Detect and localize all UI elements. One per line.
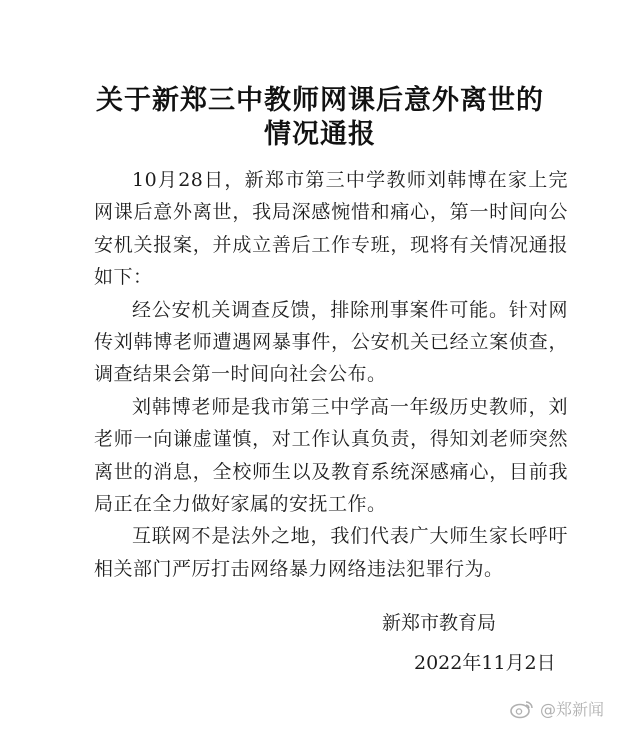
weibo-watermark xyxy=(510,697,604,720)
issue-date: 2022年11月2日 xyxy=(414,652,556,674)
paragraph-intro: 10月28日，新郑市第三中学教师刘韩博在家上完网课后意外离世，我局深感惋惜和痛心，第一时间向公安机关报案，并成立善后工作专班，现将有关情况通报如下： xyxy=(94,169,568,289)
paragraph-teacher-profile: 刘韩博老师是我市第三中学高一年级历史教师，刘老师一向谦虚谨慎，对工作认真负责，得知刘老师突然离世的消息，全校师生以及教育系统深感痛心，目前我局正在全力做好家属的安抚工作。 xyxy=(94,395,568,516)
paragraph-police-findings: 经公安机关调查反馈，排除刑事案件可能。针对网传刘韩博老师遭遇网暴事件，公安机关已经立案侦查，调查结果会第一时间向社会公布。 xyxy=(94,298,568,386)
weibo-icon xyxy=(510,699,534,719)
paragraph-appeal: 互联网不是法外之地，我们代表广大师生家长呼吁相关部门严厉打击网络暴力网络违法犯罪行为。 xyxy=(94,525,568,580)
document-title-line-2: 情况通报 xyxy=(264,119,376,150)
issuer-signature: 新郑市教育局 xyxy=(382,612,497,634)
document-title-line-1: 关于新郑三中教师网课后意外离世的 xyxy=(96,85,544,116)
watermark-text: @郑新闻 xyxy=(539,700,604,719)
document-body xyxy=(94,164,568,585)
